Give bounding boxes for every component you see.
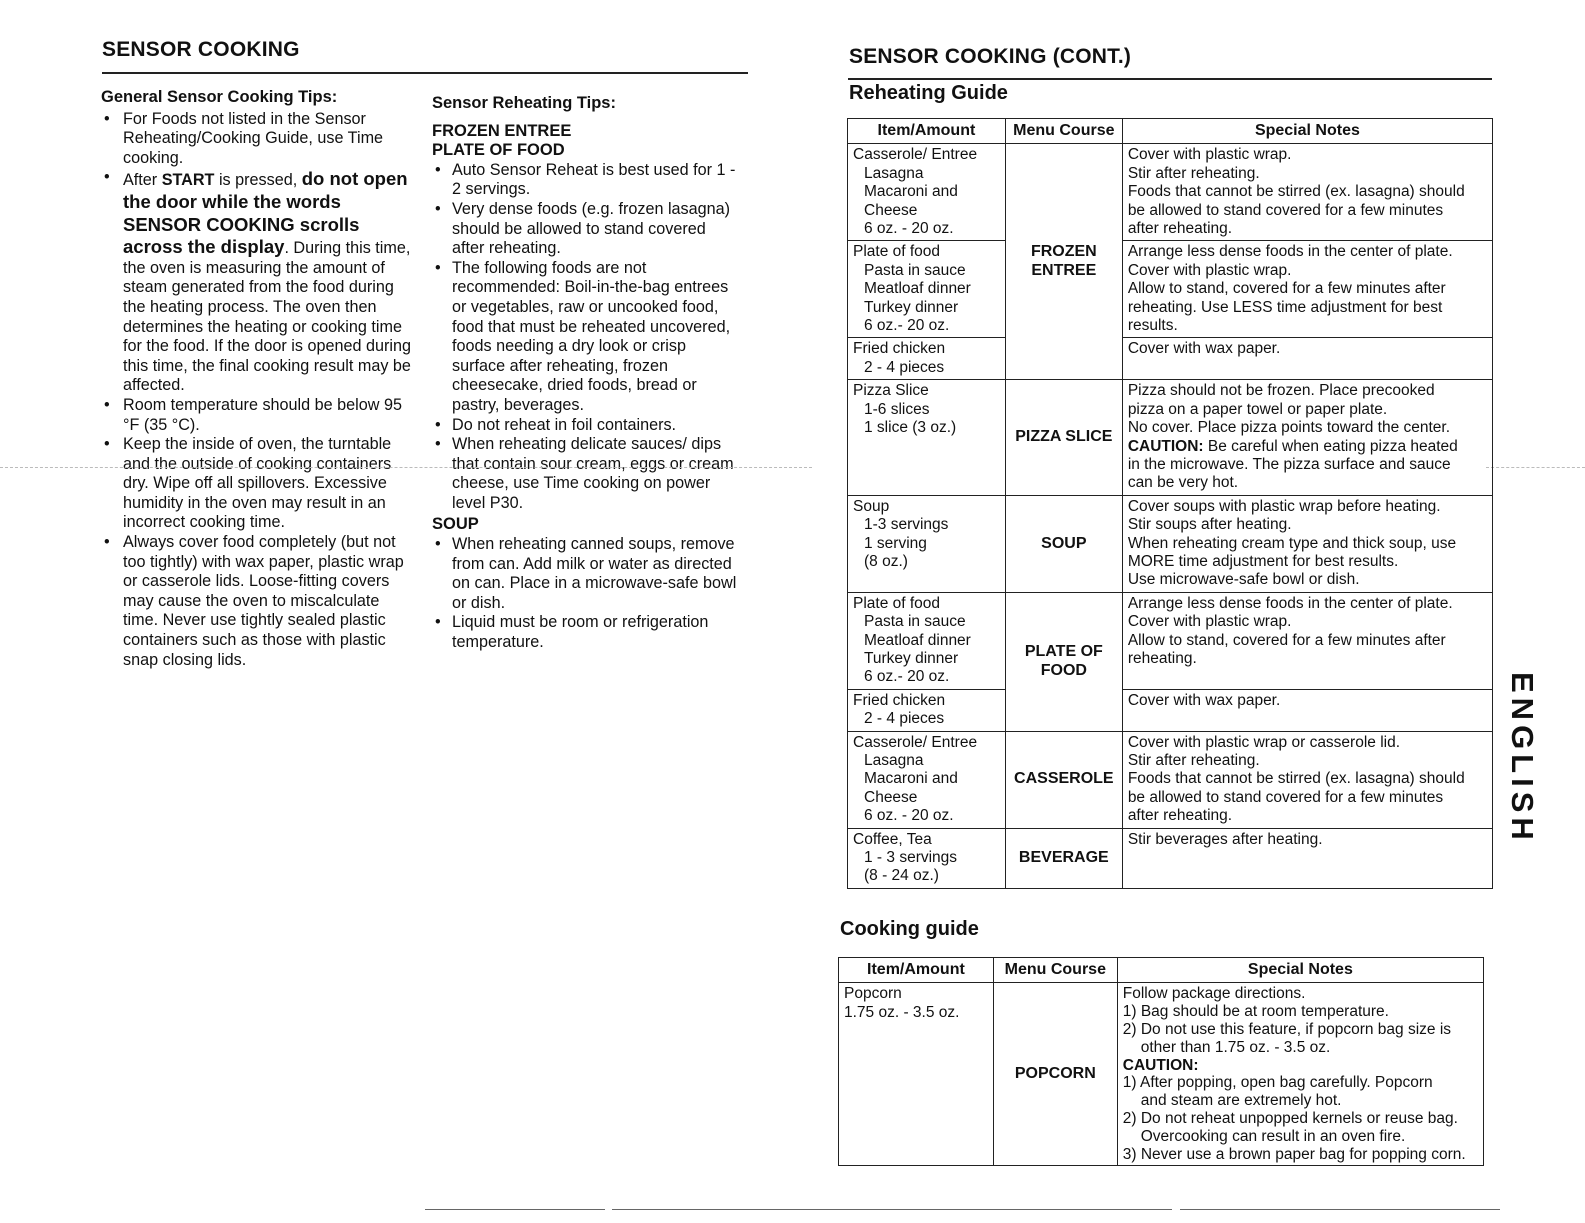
- reheating-guide-title: Reheating Guide: [849, 82, 1008, 104]
- table-row: [848, 380, 1493, 495]
- table-row: [848, 828, 1493, 888]
- title-rule: [848, 78, 1492, 80]
- general-tips-column: [101, 88, 411, 670]
- reheating-tips-heading: Sensor Reheating Tips:: [432, 94, 616, 112]
- header-item: Item/Amount: [848, 119, 1006, 144]
- item-cell: Plate of food Pasta in sauce Meatloaf dinner Turkey dinner 6 oz.- 20 oz.: [848, 592, 1006, 689]
- list-item: • Very dense foods (e.g. frozen lasagna) should be allowed to stand covered after reheating.: [432, 200, 742, 259]
- table-row: [848, 144, 1493, 241]
- list-item: • Keep the inside of oven, the turntable and the outside of cooking containers dry. Wipe off all spillovers. Excessive humidity in the oven may result in an incorrect cooking time.: [101, 435, 411, 533]
- list-item: • For Foods not listed in the Sensor Reheating/Cooking Guide, use Time cooking.: [101, 110, 411, 169]
- list-item: • Always cover food completely (but not too tightly) with wax paper, plastic wrap or casserole lids. Loose-fitting covers may cause the oven to miscalculate time. Never use tightly sealed plastic containers such as those with plastic snap closing lids.: [101, 533, 411, 670]
- notes-cell: Arrange less dense foods in the center of plate. Cover with plastic wrap. Allow to stand, covered for a few minutes after reheating. Use LESS time adjustment for best results.: [1122, 241, 1492, 338]
- table-row: [848, 495, 1493, 592]
- soup-tips-list: [432, 535, 742, 653]
- item-cell: Casserole/ Entree Lasagna Macaroni and Cheese 6 oz. - 20 oz.: [848, 144, 1006, 241]
- item-cell: Pizza Slice 1-6 slices 1 slice (3 oz.): [848, 380, 1006, 495]
- menu-cell-casserole: CASSEROLE: [1005, 731, 1122, 828]
- right-page-title: SENSOR COOKING (CONT.): [849, 45, 1132, 68]
- header-item: Item/Amount: [839, 958, 994, 983]
- table-row: [848, 689, 1493, 731]
- table-row: [839, 983, 1484, 1166]
- list-item: • Room temperature should be below 95 °F (35 °C).: [101, 396, 411, 435]
- list-item: • The following foods are not recommended: Boil-in-the-bag entrees or vegetables, raw or uncooked food, food that must be reheated uncovered, foods needing a dry look or crisp surface after reheating, frozen cheesecake, dried foods, bread or pastry, beverages.: [432, 259, 742, 416]
- warning-text: do not open the door while the words SENSOR COOKING scrolls across the display: [123, 168, 408, 258]
- notes-cell: Follow package directions. 1) Bag should be at room temperature. 2) Do not use this feature, if popcorn bag size is other than 1.75 oz. - 3.5 oz. CAUTION: 1) After popping, open bag carefully. Popcorn and steam are extremely hot. 2) Do not reheat unpopped kernels or reuse bag. Overcooking can result in an oven fire. 3) Never use a brown paper bag for popping corn.: [1117, 983, 1483, 1166]
- item-cell: Coffee, Tea 1 - 3 servings (8 - 24 oz.): [848, 828, 1006, 888]
- menu-cell-pizza-slice: PIZZA SLICE: [1005, 380, 1122, 495]
- list-item: • When reheating canned soups, remove from can. Add milk or water as directed on can. Place in a microwave-safe bowl or dish.: [432, 535, 742, 613]
- general-tips-heading: General Sensor Cooking Tips:: [101, 88, 338, 106]
- item-cell: Casserole/ Entree Lasagna Macaroni and Cheese 6 oz. - 20 oz.: [848, 731, 1006, 828]
- caution-label: CAUTION:: [1122, 1056, 1199, 1074]
- reheating-tips-column: [432, 94, 742, 653]
- frozen-entree-heading: FROZEN ENTREE: [432, 121, 572, 140]
- left-page-title: SENSOR COOKING: [102, 38, 300, 61]
- header-notes: Special Notes: [1117, 958, 1483, 983]
- list-item: • Do not reheat in foil containers.: [432, 416, 742, 436]
- table-row: [848, 731, 1493, 828]
- table-row: [848, 592, 1493, 689]
- header-menu: Menu Course: [1005, 119, 1122, 144]
- menu-cell-plate-of-food: PLATE OF FOOD: [1005, 592, 1122, 731]
- cooking-guide-table: [838, 957, 1484, 1166]
- notes-cell: Arrange less dense foods in the center of plate. Cover with plastic wrap. Allow to stand, covered for a few minutes after reheating.: [1122, 592, 1492, 689]
- header-menu: Menu Course: [993, 958, 1117, 983]
- frozen-tips-list: [432, 161, 742, 514]
- reheating-guide-table: [847, 118, 1493, 889]
- list-item: • When reheating delicate sauces/ dips that contain sour cream, eggs or cream cheese, use Time cooking on power level P30.: [432, 435, 742, 513]
- item-cell: Fried chicken 2 - 4 pieces: [848, 338, 1006, 380]
- footer-rule: [1180, 1209, 1500, 1210]
- notes-cell: Cover with plastic wrap. Stir after reheating. Foods that cannot be stirred (ex. lasagna) should be allowed to stand covered for a few minutes after reheating.: [1122, 144, 1492, 241]
- caution-label: CAUTION:: [1127, 437, 1204, 455]
- table-row: [848, 241, 1493, 338]
- menu-cell-frozen-entree: FROZEN ENTREE: [1005, 144, 1122, 380]
- general-tips-list: [101, 110, 411, 671]
- item-cell: Popcorn 1.75 oz. - 3.5 oz.: [839, 983, 994, 1166]
- table-header-row: [848, 119, 1493, 144]
- plate-of-food-heading: PLATE OF FOOD: [432, 141, 565, 160]
- notes-cell: Cover with wax paper.: [1122, 689, 1492, 731]
- notes-cell: Stir beverages after heating.: [1122, 828, 1492, 888]
- menu-cell-popcorn: POPCORN: [993, 983, 1117, 1166]
- menu-cell-soup: SOUP: [1005, 495, 1122, 592]
- notes-cell: Pizza should not be frozen. Place precooked pizza on a paper towel or paper plate. No cover. Place pizza points toward the center. CAUTION: Be careful when eating pizza heated in the microwave. The pizza surface and sauce can be very hot.: [1122, 380, 1492, 495]
- item-cell: Plate of food Pasta in sauce Meatloaf dinner Turkey dinner 6 oz.- 20 oz.: [848, 241, 1006, 338]
- footer-rule: [425, 1209, 605, 1210]
- table-row: [848, 338, 1493, 380]
- soup-heading: SOUP: [432, 515, 479, 534]
- table-header-row: [839, 958, 1484, 983]
- list-item: • Liquid must be room or refrigeration temperature.: [432, 613, 742, 652]
- list-item: • After START is pressed, do not open the door while the words SENSOR COOKING scrolls across the display. During this time, the oven is measuring the amount of steam generated from the food during the heating process. The oven then determines the heating or cooking time for the food. If the door is opened during this time, the final cooking result may be affected.: [101, 168, 411, 396]
- title-rule: [102, 72, 748, 74]
- notes-cell: Cover with plastic wrap or casserole lid. Stir after reheating. Foods that cannot be stirred (ex. lasagna) should be allowed to stand covered for a few minutes after reheating.: [1122, 731, 1492, 828]
- scan-line: [1486, 467, 1585, 468]
- menu-cell-beverage: BEVERAGE: [1005, 828, 1122, 888]
- scan-line: [0, 467, 812, 468]
- item-cell: Soup 1-3 servings 1 serving (8 oz.): [848, 495, 1006, 592]
- item-cell: Fried chicken 2 - 4 pieces: [848, 689, 1006, 731]
- language-side-label: ENGLISH: [1505, 672, 1540, 845]
- notes-cell: Cover with wax paper.: [1122, 338, 1492, 380]
- notes-cell: Cover soups with plastic wrap before heating. Stir soups after heating. When reheating cream type and thick soup, use MORE time adjustment for best results. Use microwave-safe bowl or dish.: [1122, 495, 1492, 592]
- cooking-guide-title: Cooking guide: [840, 918, 979, 940]
- header-notes: Special Notes: [1122, 119, 1492, 144]
- list-item: • Auto Sensor Reheat is best used for 1 - 2 servings.: [432, 161, 742, 200]
- footer-rule: [612, 1209, 1172, 1210]
